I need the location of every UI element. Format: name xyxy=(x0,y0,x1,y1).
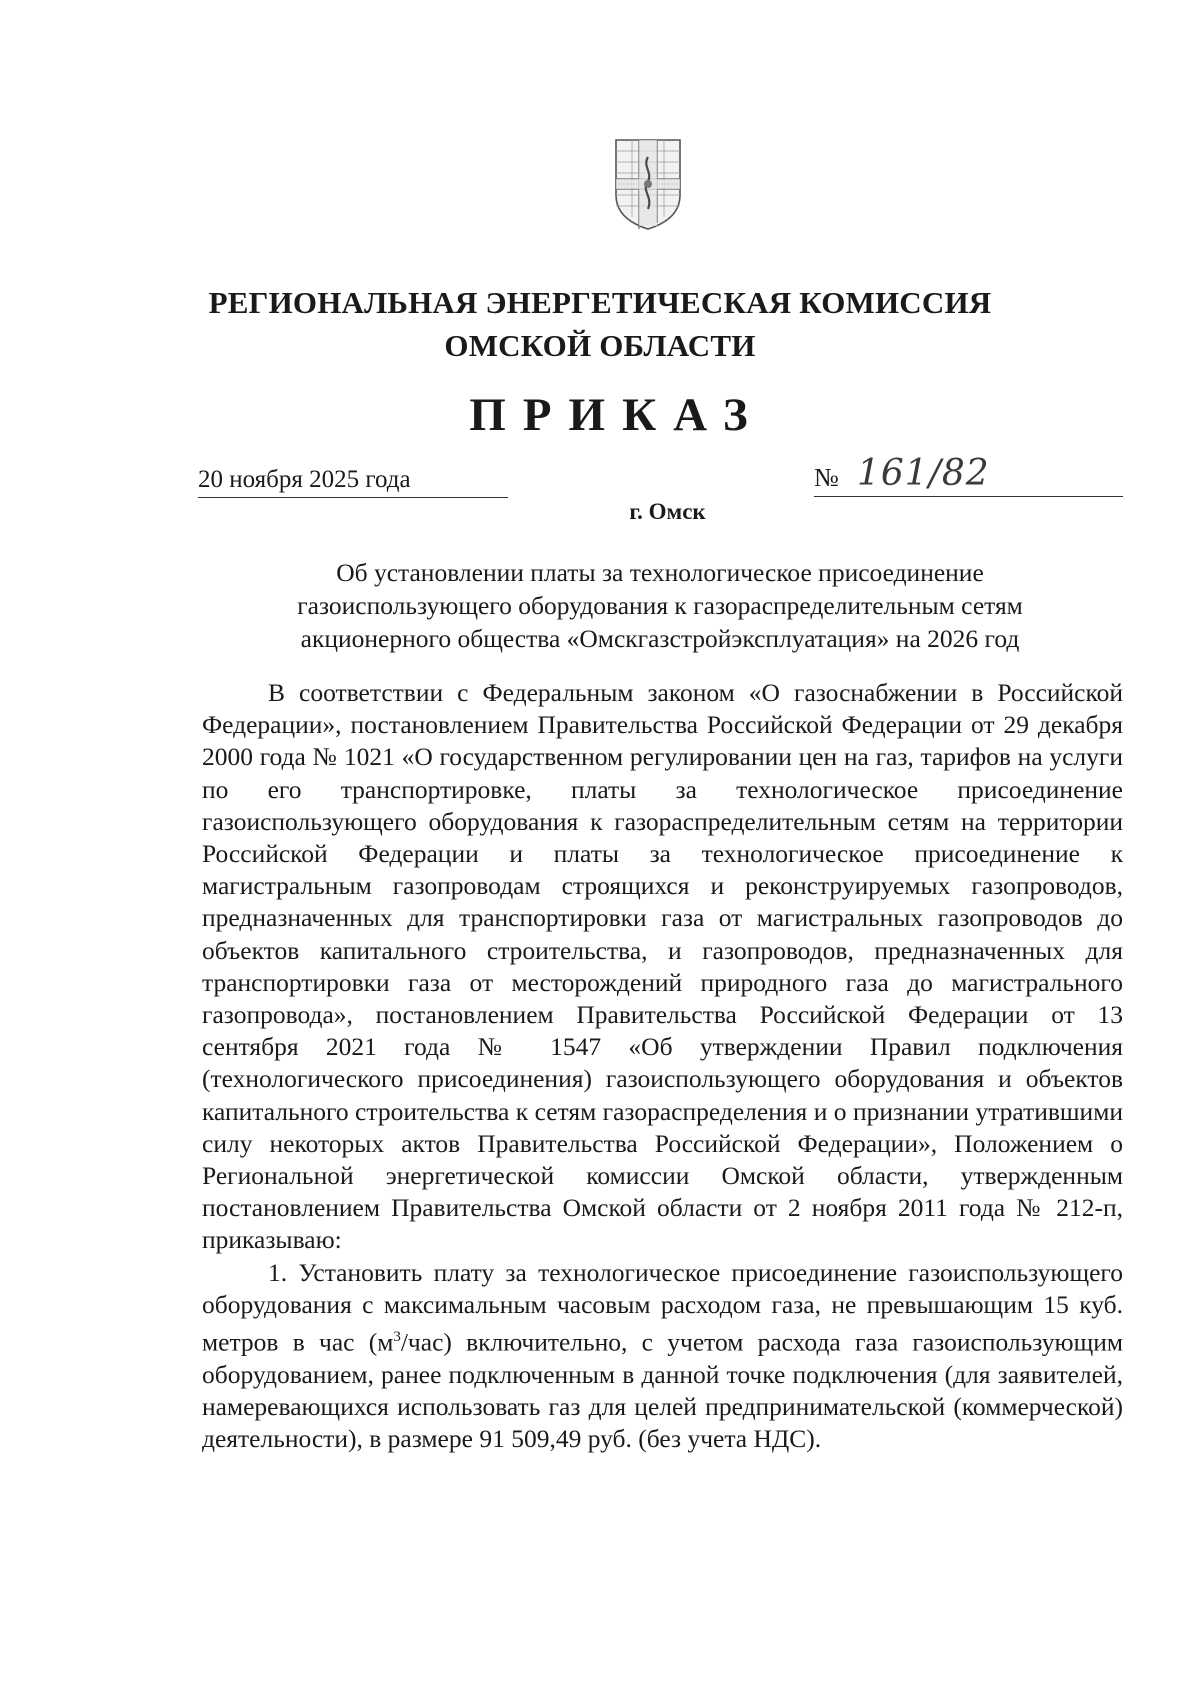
organization-name-line-2: ОМСКОЙ ОБЛАСТИ xyxy=(444,328,756,363)
date-underline xyxy=(198,497,508,498)
preamble-paragraph: В соответствии с Федеральным законом «О газоснабжении в Российской Федерации», постановлением Правительства Российской Федерации от 29 декабря 2000 года № 1021 «О государственном регулировании цен на газ, тарифов на услуги по его транспортировке, платы за технологическое присоединение газоиспользующего оборудования к газораспределительным сетям на территории Российской Федерации и платы за технологическое присоединение к магистральным газопроводам строящихся и реконструируемых газопроводов, предназначенных для транспортировки газа от магистральных газопроводов до объектов капитального строительства, и газопроводов, предназначенных для транспортировки газа от месторождений природного газа до магистрального газопровода», постановлением Правительства Российской Федерации от 13 сентября 2021 года № 1547 «Об утверждении Правил подключения (технологического присоединения) газоиспользующего оборудования и объектов капитального строительства к сетям газораспределения и о признании утратившими силу некоторых актов Правительства Российской Федерации», Положением о Региональной энергетической комиссии Омской области, утвержденным постановлением Правительства Омской области от 2 ноября 2011 года № 212-п, приказываю: xyxy=(202,678,1123,1255)
order-date: 20 ноября 2025 года xyxy=(198,466,411,493)
cubic-superscript: 3 xyxy=(393,1329,401,1346)
number-underline xyxy=(814,496,1123,497)
organization-name-line-1: РЕГИОНАЛЬНАЯ ЭНЕРГЕТИЧЕСКАЯ КОМИССИЯ xyxy=(208,285,992,320)
item-1-text-end: /час) включительно, с учетом расхода газа газоиспользующим оборудованием, ранее подключенным в данной точке подключения (для заявителей, намеревающихся использовать газ для целей предпринимательской (коммерческой) деятельности), в размере 91 509,49 руб. (без учета НДС). xyxy=(202,1327,1123,1454)
order-body xyxy=(202,677,1123,1455)
title-line-3: акционерного общества «Омскгазстройэксплуатация» на 2026 год xyxy=(300,624,1020,653)
title-line-1: Об установлении платы за технологическое присоединение xyxy=(336,558,984,587)
document-type-heading: ПРИКАЗ xyxy=(469,389,765,441)
order-number-handwritten: 161/82 xyxy=(857,453,990,494)
title-line-2: газоиспользующего оборудования к газораспределительным сетям xyxy=(297,591,1023,620)
omsk-coat-of-arms-icon xyxy=(613,137,683,232)
order-title xyxy=(200,556,1120,655)
order-number-label: № xyxy=(814,463,839,492)
city-label: г. Омск xyxy=(629,499,706,524)
item-1-text-start: 1. Установить плату за технологическое присоединение газоиспользующего оборудования с максимальным часовым расходом газа, не превышающим 15 куб. метров в час (м xyxy=(202,1257,1123,1357)
item-1-paragraph xyxy=(202,1257,1123,1456)
